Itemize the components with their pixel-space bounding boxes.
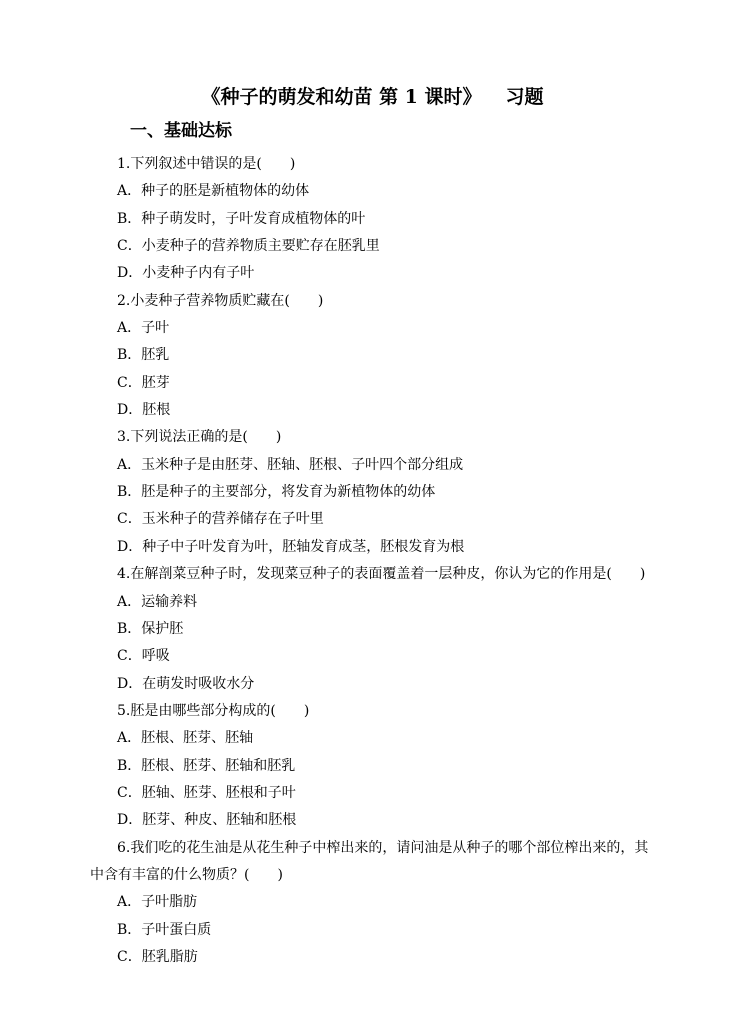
question-stem: 5.胚是由哪些部分构成的( ) (117, 702, 310, 719)
question-stem: 4.在解剖菜豆种子时，发现菜豆种子的表面覆盖着一层种皮，你认为它的作用是( ) (117, 566, 646, 583)
question-stem: 6.我们吃的花生油是从花生种子中榨出来的，请问油是从种子的哪个部位榨出来的，其中含有丰富的什么物质？( ) (90, 839, 649, 883)
answer-option: C．胚芽 (117, 374, 170, 391)
answer-option: C．呼吸 (117, 648, 170, 665)
question-stem: 2.小麦种子营养物质贮藏在( ) (117, 292, 324, 309)
answer-option: A．子叶脂肪 (117, 894, 198, 911)
answer-option: D．胚芽、种皮、胚轴和胚根 (117, 812, 297, 829)
title-suffix: 习题 (505, 86, 544, 108)
section-heading: 一、基础达标 (130, 121, 232, 141)
question-stem: 3.下列说法正确的是( ) (117, 429, 282, 446)
answer-option: C．胚轴、胚芽、胚根和子叶 (117, 784, 296, 801)
answer-option: A．子叶 (117, 320, 170, 337)
document-title (0, 84, 745, 110)
answer-option: C．胚乳脂肪 (117, 948, 198, 965)
answer-option: A．运输养料 (117, 593, 198, 610)
answer-option: A．玉米种子是由胚芽、胚轴、胚根、子叶四个部分组成 (117, 456, 464, 473)
answer-option: A．种子的胚是新植物体的幼体 (117, 183, 310, 200)
answer-option: B．种子萌发时，子叶发育成植物体的叶 (117, 210, 366, 227)
question-list (90, 151, 662, 971)
answer-option: D．胚根 (117, 402, 171, 419)
answer-option: A．胚根、胚芽、胚轴 (117, 730, 254, 747)
answer-option: C．玉米种子的营养储存在子叶里 (117, 511, 324, 528)
answer-option: B．胚是种子的主要部分，将发育为新植物体的幼体 (117, 484, 436, 501)
answer-option: B．子叶蛋白质 (117, 921, 212, 938)
answer-option: D．小麦种子内有子叶 (117, 265, 255, 282)
answer-option: B．胚根、胚芽、胚轴和胚乳 (117, 757, 296, 774)
answer-option: D．在萌发时吸收水分 (117, 675, 255, 692)
question-stem: 1.下列叙述中错误的是( ) (117, 156, 296, 172)
answer-option: C．小麦种子的营养物质主要贮存在胚乳里 (117, 238, 380, 255)
title-main: 《种子的萌发和幼苗 第 1 课时》 (201, 86, 482, 108)
answer-option: B．保护胚 (117, 620, 184, 637)
answer-option: B．胚乳 (117, 347, 170, 364)
answer-option: D．种子中子叶发育为叶，胚轴发育成茎，胚根发育为根 (117, 538, 465, 555)
